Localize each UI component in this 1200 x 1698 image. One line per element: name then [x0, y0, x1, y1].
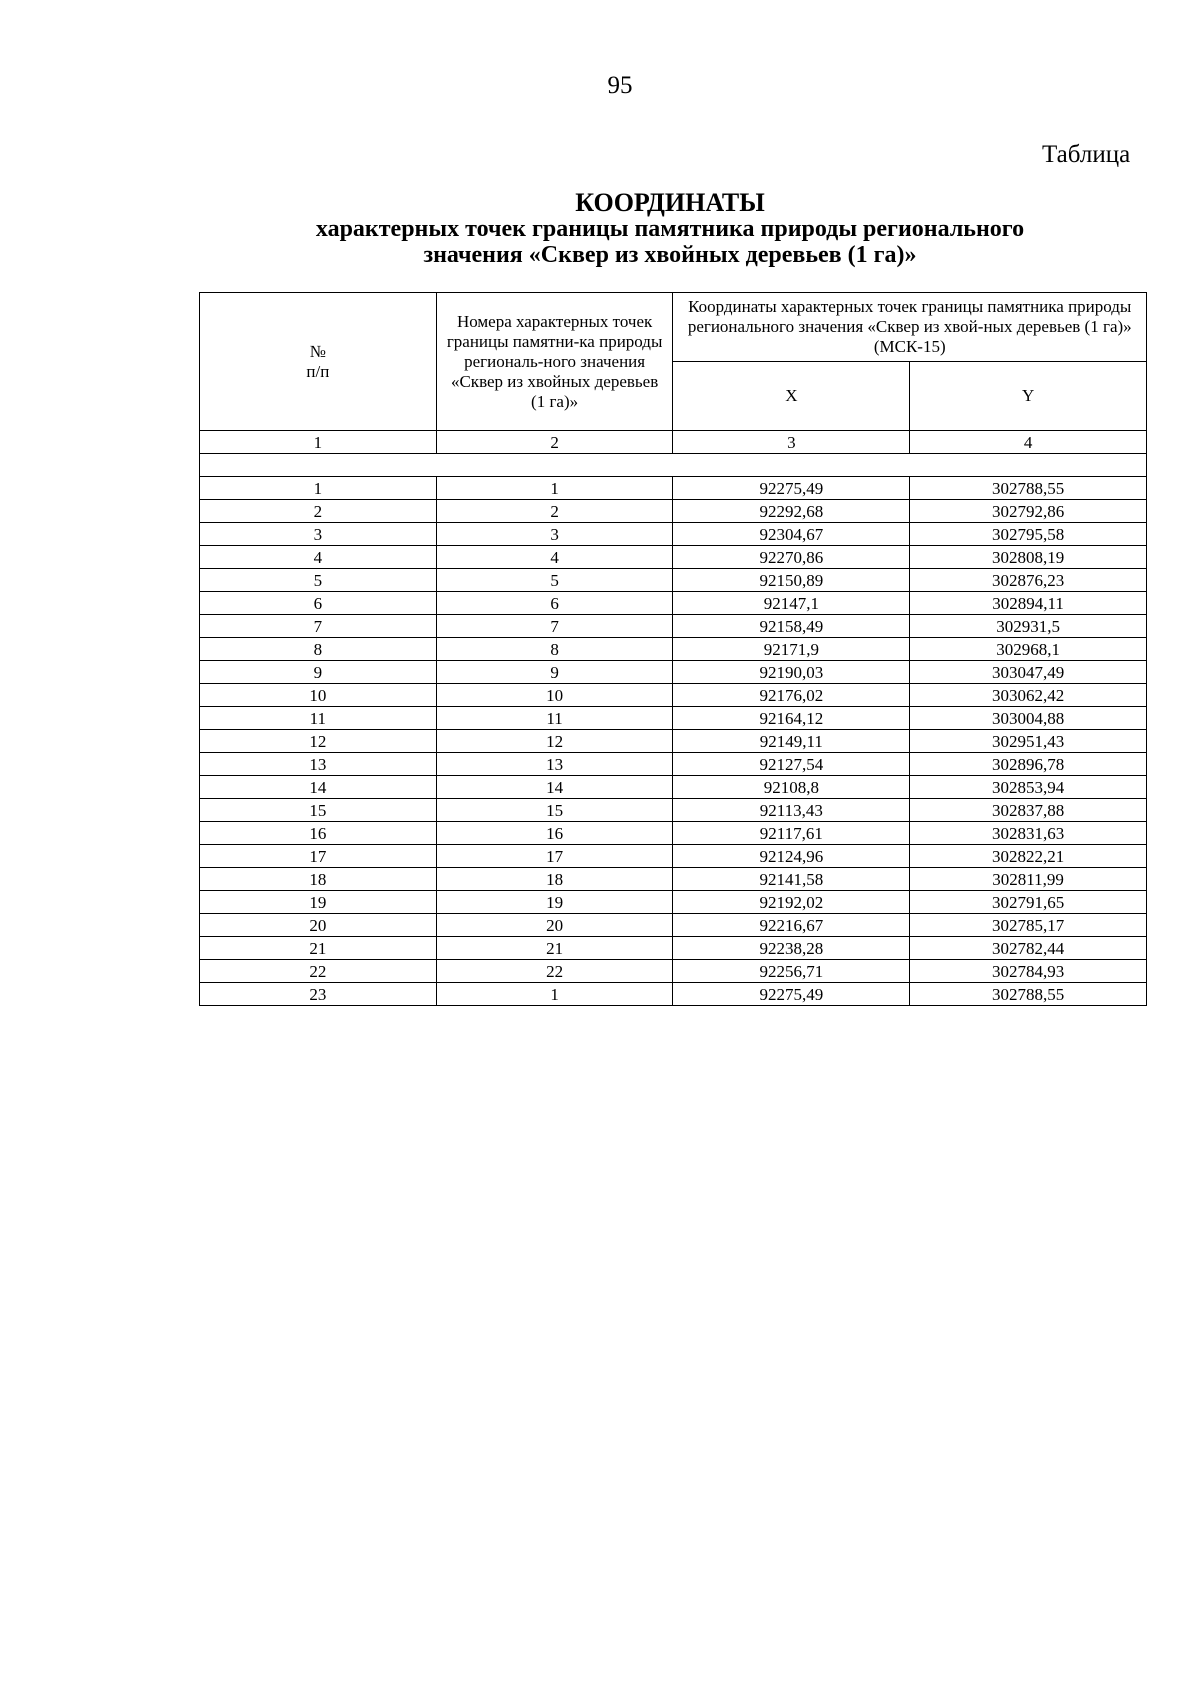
x-coordinate-cell: 92117,61	[673, 822, 910, 845]
table-row	[200, 500, 1147, 523]
table-row	[200, 638, 1147, 661]
table-row	[200, 891, 1147, 914]
header-row	[200, 293, 1147, 362]
point-number-cell: 13	[436, 753, 673, 776]
x-coordinate-cell: 92150,89	[673, 569, 910, 592]
point-number-cell: 7	[436, 615, 673, 638]
point-number-cell: 17	[436, 845, 673, 868]
row-number-cell: 6	[200, 592, 437, 615]
table-row	[200, 960, 1147, 983]
point-number-cell: 22	[436, 960, 673, 983]
x-coordinate-cell: 92113,43	[673, 799, 910, 822]
y-coordinate-cell: 303062,42	[910, 684, 1147, 707]
x-coordinate-cell: 92304,67	[673, 523, 910, 546]
table-row	[200, 937, 1147, 960]
y-coordinate-cell: 302785,17	[910, 914, 1147, 937]
y-coordinate-cell: 302968,1	[910, 638, 1147, 661]
y-coordinate-cell: 302951,43	[910, 730, 1147, 753]
x-coordinate-cell: 92190,03	[673, 661, 910, 684]
row-number-cell: 12	[200, 730, 437, 753]
y-coordinate-cell: 302792,86	[910, 500, 1147, 523]
point-number-cell: 4	[436, 546, 673, 569]
row-number-cell: 22	[200, 960, 437, 983]
header-x-cell: X	[673, 362, 910, 431]
point-number-cell: 3	[436, 523, 673, 546]
row-number-cell: 7	[200, 615, 437, 638]
x-coordinate-cell: 92141,58	[673, 868, 910, 891]
row-number-cell: 5	[200, 569, 437, 592]
y-coordinate-cell: 302788,55	[910, 477, 1147, 500]
row-number-cell: 10	[200, 684, 437, 707]
x-coordinate-cell: 92292,68	[673, 500, 910, 523]
point-number-cell: 14	[436, 776, 673, 799]
table-row	[200, 592, 1147, 615]
y-coordinate-cell: 302788,55	[910, 983, 1147, 1006]
x-coordinate-cell: 92238,28	[673, 937, 910, 960]
document-title	[150, 190, 1190, 268]
header-point-numbers-cell: Номера характерных точек границы памятни-ка природы региональ-ного значения «Сквер из хвойных деревьев (1 га)»	[436, 293, 673, 431]
y-coordinate-cell: 302791,65	[910, 891, 1147, 914]
point-number-cell: 5	[436, 569, 673, 592]
point-number-cell: 10	[436, 684, 673, 707]
page-number: 95	[607, 72, 633, 99]
column-numbering-row	[200, 431, 1147, 454]
y-coordinate-cell: 302831,63	[910, 822, 1147, 845]
table-row	[200, 707, 1147, 730]
point-number-cell: 9	[436, 661, 673, 684]
row-number-cell: 11	[200, 707, 437, 730]
x-coordinate-cell: 92270,86	[673, 546, 910, 569]
table-label: Таблица	[1042, 141, 1131, 168]
row-number-cell: 18	[200, 868, 437, 891]
y-coordinate-cell: 302811,99	[910, 868, 1147, 891]
numbering-cell: 4	[910, 431, 1147, 454]
x-coordinate-cell: 92192,02	[673, 891, 910, 914]
table-row	[200, 546, 1147, 569]
table-row	[200, 799, 1147, 822]
empty-separator-cell	[200, 454, 1147, 477]
row-number-cell: 4	[200, 546, 437, 569]
table-row	[200, 523, 1147, 546]
row-number-cell: 3	[200, 523, 437, 546]
table-row	[200, 983, 1147, 1006]
y-coordinate-cell: 303004,88	[910, 707, 1147, 730]
row-number-cell: 23	[200, 983, 437, 1006]
x-coordinate-cell: 92256,71	[673, 960, 910, 983]
table-row	[200, 661, 1147, 684]
row-number-cell: 20	[200, 914, 437, 937]
x-coordinate-cell: 92149,11	[673, 730, 910, 753]
row-number-cell: 2	[200, 500, 437, 523]
header-coordinates-cell: Координаты характерных точек границы памятника природы регионального значения «Сквер из хвой-ных деревьев (1 га)» (МСК-15)	[673, 293, 1147, 362]
x-coordinate-cell: 92164,12	[673, 707, 910, 730]
point-number-cell: 2	[436, 500, 673, 523]
title-main: КООРДИНАТЫ	[575, 188, 765, 217]
x-coordinate-cell: 92216,67	[673, 914, 910, 937]
row-number-cell: 15	[200, 799, 437, 822]
row-number-cell: 9	[200, 661, 437, 684]
point-number-cell: 20	[436, 914, 673, 937]
row-number-cell: 21	[200, 937, 437, 960]
table-row	[200, 615, 1147, 638]
x-coordinate-cell: 92127,54	[673, 753, 910, 776]
x-coordinate-cell: 92275,49	[673, 477, 910, 500]
point-number-cell: 16	[436, 822, 673, 845]
point-number-cell: 19	[436, 891, 673, 914]
table-row	[200, 822, 1147, 845]
y-coordinate-cell: 302876,23	[910, 569, 1147, 592]
table-row	[200, 753, 1147, 776]
table-row	[200, 569, 1147, 592]
x-coordinate-cell: 92158,49	[673, 615, 910, 638]
header-y-cell: Y	[910, 362, 1147, 431]
point-number-cell: 6	[436, 592, 673, 615]
point-number-cell: 1	[436, 983, 673, 1006]
y-coordinate-cell: 302894,11	[910, 592, 1147, 615]
point-number-cell: 1	[436, 477, 673, 500]
empty-separator-row	[200, 454, 1147, 477]
y-coordinate-cell: 302795,58	[910, 523, 1147, 546]
x-coordinate-cell: 92171,9	[673, 638, 910, 661]
header-number-cell: № п/п	[200, 293, 437, 431]
y-coordinate-cell: 302808,19	[910, 546, 1147, 569]
y-coordinate-cell: 302782,44	[910, 937, 1147, 960]
y-coordinate-cell: 302931,5	[910, 615, 1147, 638]
title-line-1: характерных точек границы памятника природы регионального	[315, 216, 1025, 242]
point-number-cell: 12	[436, 730, 673, 753]
table-row	[200, 845, 1147, 868]
table-row	[200, 684, 1147, 707]
y-coordinate-cell: 302784,93	[910, 960, 1147, 983]
point-number-cell: 18	[436, 868, 673, 891]
coordinates-table	[199, 292, 1147, 1006]
point-number-cell: 15	[436, 799, 673, 822]
table-row	[200, 730, 1147, 753]
x-coordinate-cell: 92147,1	[673, 592, 910, 615]
row-number-cell: 8	[200, 638, 437, 661]
row-number-cell: 1	[200, 477, 437, 500]
table-row	[200, 776, 1147, 799]
table-row	[200, 914, 1147, 937]
numbering-cell: 2	[436, 431, 673, 454]
table-row	[200, 477, 1147, 500]
point-number-cell: 21	[436, 937, 673, 960]
row-number-cell: 19	[200, 891, 437, 914]
y-coordinate-cell: 302822,21	[910, 845, 1147, 868]
x-coordinate-cell: 92108,8	[673, 776, 910, 799]
y-coordinate-cell: 302837,88	[910, 799, 1147, 822]
point-number-cell: 8	[436, 638, 673, 661]
y-coordinate-cell: 302896,78	[910, 753, 1147, 776]
numbering-cell: 1	[200, 431, 437, 454]
numbering-cell: 3	[673, 431, 910, 454]
table-row	[200, 868, 1147, 891]
title-line-2: значения «Сквер из хвойных деревьев (1 га)»	[423, 242, 917, 268]
y-coordinate-cell: 303047,49	[910, 661, 1147, 684]
row-number-cell: 16	[200, 822, 437, 845]
row-number-cell: 17	[200, 845, 437, 868]
y-coordinate-cell: 302853,94	[910, 776, 1147, 799]
row-number-cell: 14	[200, 776, 437, 799]
point-number-cell: 11	[436, 707, 673, 730]
x-coordinate-cell: 92176,02	[673, 684, 910, 707]
x-coordinate-cell: 92124,96	[673, 845, 910, 868]
row-number-cell: 13	[200, 753, 437, 776]
x-coordinate-cell: 92275,49	[673, 983, 910, 1006]
